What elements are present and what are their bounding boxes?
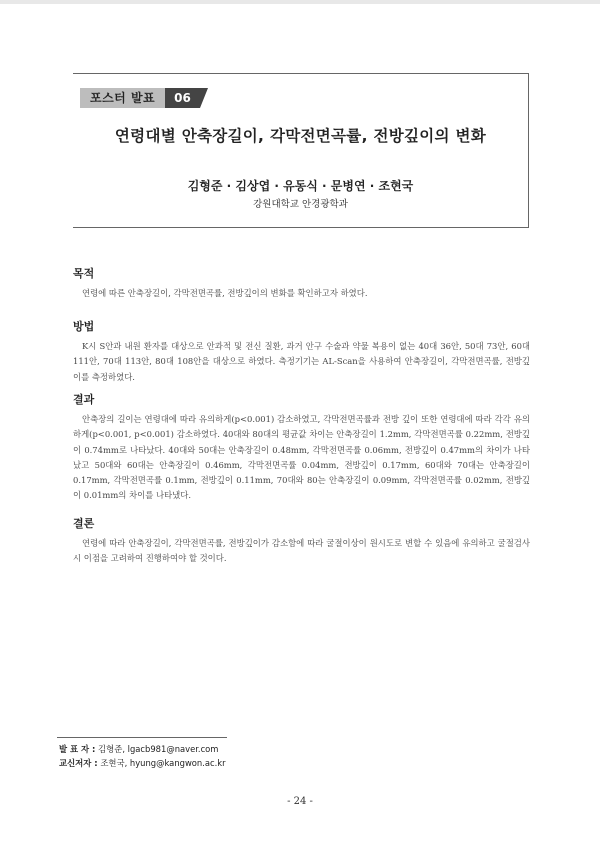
section-conclusion	[73, 515, 530, 567]
page-number: - 24 -	[287, 796, 313, 807]
author-list: 김형준 · 김상엽 · 유동식 · 문병연 · 조현국	[187, 179, 414, 193]
badge-number: 06	[165, 88, 200, 108]
section-body: 연령에 따른 안축장길이, 각막전면곡률, 전방깊이의 변화를 확인하고자 하였다.	[82, 288, 368, 298]
paper-title: 연령대별 안축장길이, 각막전면곡률, 전방깊이의 변화	[114, 127, 487, 145]
section-purpose	[73, 265, 530, 301]
section-results	[73, 391, 530, 504]
section-heading: 목적	[73, 267, 95, 280]
badge-label: 포스터 발표	[80, 88, 165, 108]
section-body: 안축장의 길이는 연령대에 따라 유의하게(p<0.001) 감소하였고, 각막전면곡률과 전방 깊이 또한 연령대에 따라 각각 유의하게(p<0.001, p<0.001) 감소하였다. 40대와 80대의 평균값 차이는 안축장길이 1.2mm, 각막전면곡률 0.22mm, 전방깊이 0.74mm로 나타났다. 40대와 50대는 안축장길이 0.48mm, 각막전면곡률 0.06mm, 전방깊이 0.47mm의 차이가 나타났고 50대와 60대는 안축장길이 0.46mm, 각막전면곡률 0.04mm, 전방깊이 0.17mm, 60대와 70대는 안축장길이 0.17mm, 각막전면곡률 0.1mm, 전방깊이 0.11mm, 70대와 80는 안축장길이 0.09mm, 각막전면곡률 0.02mm, 전방깊이 0.01mm의 차이를 나타냈다.	[73, 414, 530, 501]
affiliation: 강원대학교 안경광학과	[253, 199, 348, 210]
corresponding-label: 교신저자 :	[59, 758, 98, 768]
presenter-value: 김형준, lgacb981@naver.com	[98, 744, 219, 754]
poster-badge	[80, 88, 208, 108]
section-body: 연령에 따라 안축장길이, 각막전면곡률, 전방깊이가 감소함에 따라 굴절이상이 원시도로 변할 수 있음에 유의하고 굴절검사시 이점을 고려하여 진행하여야 할 것이다.	[73, 538, 530, 564]
corresponding-value: 조현국, hyung@kangwon.ac.kr	[100, 758, 226, 768]
page-top-strip	[0, 0, 600, 4]
section-body: K시 S안과 내원 환자를 대상으로 안과적 및 전신 질환, 과거 안구 수술과 약물 복용이 없는 40대 36안, 50대 73안, 60대 111안, 70대 113안, 80대 108안을 대상으로 하였다. 측정기기는 AL-Scan을 사용하여 안축장길이, 각막전면곡률, 전방깊이를 측정하였다.	[73, 341, 530, 382]
badge-tail	[200, 88, 208, 108]
presenter-line	[59, 743, 218, 755]
section-heading: 결과	[73, 393, 95, 406]
corresponding-line	[59, 757, 226, 769]
footnote-divider	[57, 737, 227, 738]
section-heading: 방법	[73, 320, 95, 333]
presenter-label: 발 표 자 :	[59, 744, 96, 754]
section-method	[73, 318, 530, 385]
section-heading: 결론	[73, 517, 95, 530]
